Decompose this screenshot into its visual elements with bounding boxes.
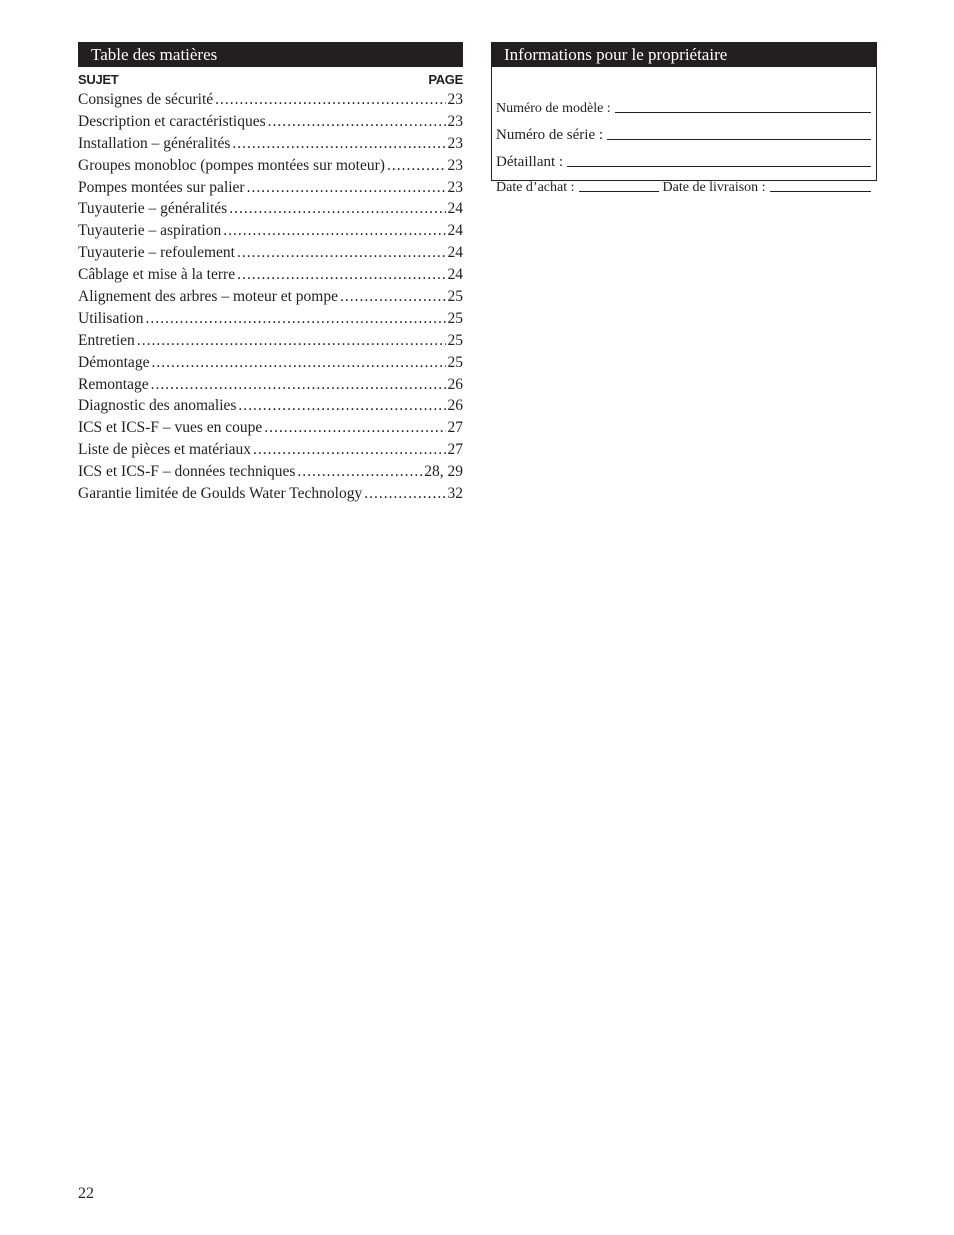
toc-entry — [78, 439, 463, 461]
toc-entry — [78, 133, 463, 155]
toc-leader-dots — [229, 198, 445, 220]
toc-entry — [78, 286, 463, 308]
toc-entry-title: Garantie limitée de Goulds Water Technology — [78, 485, 363, 503]
serial-number-label: Numéro de série : — [496, 127, 604, 143]
toc-entry — [78, 308, 463, 330]
toc-leader-dots — [247, 177, 446, 199]
purchase-date-blank[interactable] — [579, 190, 659, 192]
toc-leader-dots — [215, 89, 445, 111]
toc-leader-dots — [137, 330, 446, 352]
serial-number-blank[interactable] — [607, 138, 871, 140]
toc-entry-page: 25 — [447, 353, 463, 371]
toc-entry-title: ICS et ICS-F – vues en coupe — [78, 419, 263, 437]
toc-entry-page: 32 — [447, 485, 463, 503]
toc-leader-dots — [238, 395, 445, 417]
toc-entry-page: 24 — [447, 200, 463, 218]
toc-entry — [78, 198, 463, 220]
toc-entry — [78, 483, 463, 505]
delivery-date-label: Date de livraison : — [662, 180, 766, 195]
toc-entry-page: 23 — [447, 134, 463, 152]
toc-entry-title: Liste de pièces et matériaux — [78, 441, 252, 459]
toc-leader-dots — [264, 417, 445, 439]
toc-entry-page: 23 — [447, 156, 463, 174]
toc-entry-page: 26 — [447, 375, 463, 393]
dealer-field[interactable] — [496, 154, 871, 171]
delivery-date-blank[interactable] — [770, 190, 871, 192]
toc-entry-page: 23 — [447, 91, 463, 108]
dealer-blank[interactable] — [567, 165, 871, 167]
toc-entry — [78, 155, 463, 177]
toc-entry-page: 25 — [447, 288, 463, 306]
toc-entry-title: Description et caractéristiques — [78, 112, 266, 130]
toc-entry-title: Tuyauterie – aspiration — [78, 222, 222, 240]
table-of-contents — [78, 42, 463, 505]
toc-leader-dots — [237, 264, 445, 286]
toc-entry-title: Entretien — [78, 331, 135, 349]
toc-entry-page: 23 — [447, 178, 463, 196]
dates-field[interactable] — [496, 180, 871, 196]
toc-leader-dots — [145, 308, 445, 330]
toc-entry-page: 25 — [447, 309, 463, 327]
toc-entry — [78, 352, 463, 374]
toc-entry-title: Tuyauterie – refoulement — [78, 244, 235, 262]
toc-leader-dots — [297, 461, 422, 483]
toc-entry — [78, 330, 463, 352]
toc-entry — [78, 264, 463, 286]
toc-page-header: PAGE — [428, 72, 463, 87]
toc-list — [78, 89, 463, 505]
model-number-field[interactable] — [496, 101, 871, 117]
toc-leader-dots — [253, 439, 445, 461]
toc-leader-dots — [232, 133, 445, 155]
toc-entry-title: Consignes de sécurité — [78, 91, 214, 108]
toc-entry — [78, 220, 463, 242]
toc-entry-page: 24 — [447, 222, 463, 240]
toc-entry-title: Utilisation — [78, 309, 144, 327]
owner-information — [491, 42, 877, 195]
purchase-date-label: Date d’achat : — [496, 180, 575, 195]
toc-entry-page: 25 — [447, 331, 463, 349]
toc-entry-title: Installation – généralités — [78, 134, 231, 152]
model-number-blank[interactable] — [615, 111, 871, 113]
toc-entry — [78, 242, 463, 264]
toc-leader-dots — [237, 242, 446, 264]
toc-entry-page: 27 — [447, 441, 463, 459]
toc-entry-page: 27 — [447, 419, 463, 437]
toc-entry-page: 24 — [447, 266, 463, 284]
toc-entry-page: 28, 29 — [424, 463, 463, 481]
toc-entry-title: Remontage — [78, 375, 149, 393]
owner-title: Informations pour le propriétaire — [491, 42, 877, 67]
toc-leader-dots — [387, 155, 446, 177]
toc-entry-page: 23 — [447, 112, 463, 130]
serial-number-field[interactable] — [496, 127, 871, 144]
toc-entry-title: Démontage — [78, 353, 150, 371]
model-number-label: Numéro de modèle : — [496, 101, 611, 116]
toc-entry-page: 24 — [447, 244, 463, 262]
owner-form — [491, 67, 877, 195]
dealer-label: Détaillant : — [496, 154, 564, 170]
toc-column-headers — [78, 72, 463, 88]
toc-leader-dots — [223, 220, 445, 242]
toc-subject-header: SUJET — [78, 72, 119, 87]
toc-entry — [78, 177, 463, 199]
toc-entry — [78, 111, 463, 133]
toc-leader-dots — [340, 286, 446, 308]
toc-entry-title: ICS et ICS-F – données techniques — [78, 463, 296, 481]
toc-entry — [78, 374, 463, 396]
toc-entry-title: Câblage et mise à la terre — [78, 266, 236, 284]
toc-leader-dots — [151, 374, 446, 396]
toc-entry — [78, 89, 463, 111]
toc-entry-title: Diagnostic des anomalies — [78, 397, 237, 415]
toc-entry — [78, 417, 463, 439]
toc-leader-dots — [268, 111, 446, 133]
toc-entry-page: 26 — [447, 397, 463, 415]
toc-entry-title: Pompes montées sur palier — [78, 178, 245, 196]
toc-leader-dots — [151, 352, 445, 374]
toc-leader-dots — [364, 483, 445, 505]
toc-entry — [78, 461, 463, 483]
toc-entry-title: Groupes monobloc (pompes montées sur moteur) — [78, 156, 385, 174]
page-number: 22 — [78, 1185, 94, 1202]
toc-entry — [78, 395, 463, 417]
toc-entry-title: Tuyauterie – généralités — [78, 200, 228, 218]
toc-entry-title: Alignement des arbres – moteur et pompe — [78, 288, 338, 306]
toc-title: Table des matières — [78, 42, 463, 67]
